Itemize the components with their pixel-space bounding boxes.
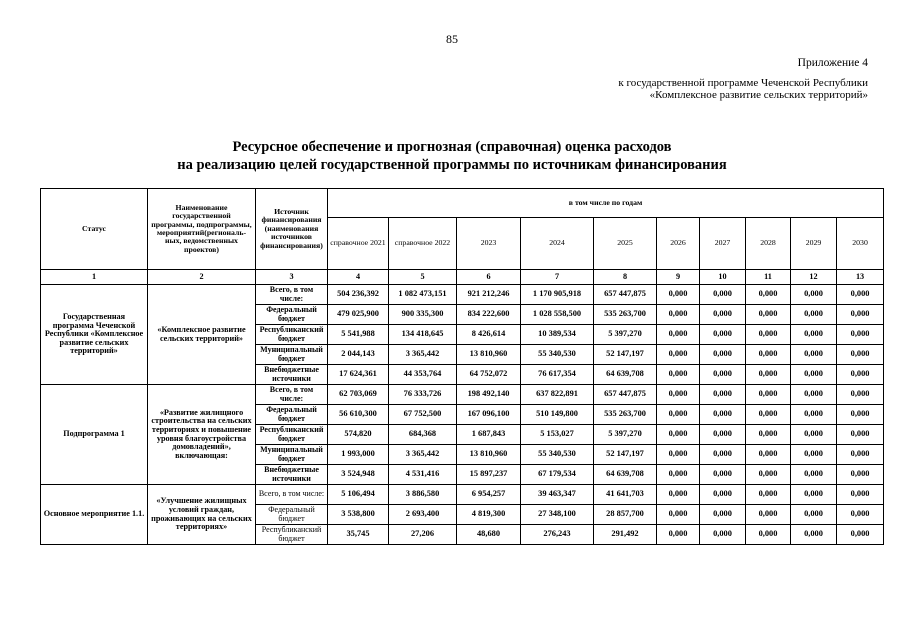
value-cell: 0,000 bbox=[700, 325, 746, 345]
value-cell: 0,000 bbox=[791, 485, 837, 505]
value-cell: 27 348,100 bbox=[521, 505, 594, 525]
value-cell: 67 752,500 bbox=[389, 405, 457, 425]
status-cell: Подпрограмма 1 bbox=[41, 385, 148, 485]
value-cell: 535 263,700 bbox=[594, 405, 657, 425]
value-cell: 0,000 bbox=[791, 345, 837, 365]
value-cell: 0,000 bbox=[791, 365, 837, 385]
column-number: 1 bbox=[41, 270, 148, 285]
funding-table bbox=[40, 188, 884, 545]
value-cell: 1 170 905,918 bbox=[521, 285, 594, 305]
value-cell: 0,000 bbox=[700, 385, 746, 405]
value-cell: 13 810,960 bbox=[457, 445, 521, 465]
value-cell: 1 687,843 bbox=[457, 425, 521, 445]
value-cell: 0,000 bbox=[700, 525, 746, 545]
value-cell: 41 641,703 bbox=[594, 485, 657, 505]
value-cell: 0,000 bbox=[837, 445, 884, 465]
source-cell: Республиканский бюджет bbox=[256, 525, 328, 545]
value-cell: 1 993,000 bbox=[328, 445, 389, 465]
value-cell: 0,000 bbox=[837, 365, 884, 385]
value-cell: 5 397,270 bbox=[594, 425, 657, 445]
header-year: 2025 bbox=[594, 218, 657, 270]
value-cell: 67 179,534 bbox=[521, 465, 594, 485]
header-source: Источник финансирования (наименования источников финансирования) bbox=[256, 189, 328, 270]
header-year: 2027 bbox=[700, 218, 746, 270]
source-cell: Всего, в том числе: bbox=[256, 485, 328, 505]
value-cell: 900 335,300 bbox=[389, 305, 457, 325]
header-year: 2023 bbox=[457, 218, 521, 270]
value-cell: 0,000 bbox=[657, 325, 700, 345]
value-cell: 0,000 bbox=[746, 485, 791, 505]
source-cell: Всего, в том числе: bbox=[256, 385, 328, 405]
value-cell: 0,000 bbox=[746, 285, 791, 305]
value-cell: 0,000 bbox=[700, 285, 746, 305]
value-cell: 0,000 bbox=[837, 305, 884, 325]
header-name: Наименование государственной программы, подпрограммы, мероприятий(региональных, ведомственных проектов) bbox=[148, 189, 256, 270]
column-number: 3 bbox=[256, 270, 328, 285]
value-cell: 0,000 bbox=[746, 405, 791, 425]
document-title bbox=[0, 138, 904, 174]
value-cell: 76 617,354 bbox=[521, 365, 594, 385]
value-cell: 3 365,442 bbox=[389, 445, 457, 465]
value-cell: 0,000 bbox=[746, 305, 791, 325]
value-cell: 0,000 bbox=[657, 365, 700, 385]
source-cell: Муниципальный бюджет bbox=[256, 445, 328, 465]
value-cell: 48,680 bbox=[457, 525, 521, 545]
value-cell: 0,000 bbox=[791, 285, 837, 305]
value-cell: 0,000 bbox=[700, 305, 746, 325]
value-cell: 28 857,700 bbox=[594, 505, 657, 525]
value-cell: 4 531,416 bbox=[389, 465, 457, 485]
value-cell: 134 418,645 bbox=[389, 325, 457, 345]
value-cell: 0,000 bbox=[700, 445, 746, 465]
value-cell: 39 463,347 bbox=[521, 485, 594, 505]
value-cell: 0,000 bbox=[657, 485, 700, 505]
table-row bbox=[41, 385, 884, 405]
value-cell: 0,000 bbox=[791, 305, 837, 325]
value-cell: 27,206 bbox=[389, 525, 457, 545]
value-cell: 0,000 bbox=[791, 425, 837, 445]
value-cell: 3 524,948 bbox=[328, 465, 389, 485]
value-cell: 0,000 bbox=[657, 505, 700, 525]
header-year: 2026 bbox=[657, 218, 700, 270]
value-cell: 76 333,726 bbox=[389, 385, 457, 405]
value-cell: 0,000 bbox=[657, 385, 700, 405]
value-cell: 0,000 bbox=[657, 345, 700, 365]
value-cell: 35,745 bbox=[328, 525, 389, 545]
column-number: 10 bbox=[700, 270, 746, 285]
header-status: Статус bbox=[41, 189, 148, 270]
value-cell: 198 492,140 bbox=[457, 385, 521, 405]
value-cell: 0,000 bbox=[746, 365, 791, 385]
value-cell: 0,000 bbox=[700, 465, 746, 485]
value-cell: 5 397,270 bbox=[594, 325, 657, 345]
value-cell: 1 028 558,500 bbox=[521, 305, 594, 325]
header-year: 2029 bbox=[791, 218, 837, 270]
value-cell: 0,000 bbox=[746, 465, 791, 485]
value-cell: 0,000 bbox=[837, 465, 884, 485]
value-cell: 574,820 bbox=[328, 425, 389, 445]
value-cell: 0,000 bbox=[746, 345, 791, 365]
header-year: 2028 bbox=[746, 218, 791, 270]
value-cell: 13 810,960 bbox=[457, 345, 521, 365]
value-cell: 1 082 473,151 bbox=[389, 285, 457, 305]
source-cell: Федеральный бюджет bbox=[256, 405, 328, 425]
value-cell: 0,000 bbox=[657, 285, 700, 305]
value-cell: 0,000 bbox=[837, 325, 884, 345]
value-cell: 921 212,246 bbox=[457, 285, 521, 305]
value-cell: 0,000 bbox=[791, 505, 837, 525]
table-row bbox=[41, 485, 884, 505]
source-cell: Федеральный бюджет bbox=[256, 505, 328, 525]
title-line-1: Ресурсное обеспечение и прогнозная (справочная) оценка расходов bbox=[232, 139, 672, 155]
value-cell: 64 639,708 bbox=[594, 365, 657, 385]
value-cell: 52 147,197 bbox=[594, 345, 657, 365]
value-cell: 0,000 bbox=[837, 505, 884, 525]
appendix-label: Приложение 4 bbox=[797, 57, 868, 69]
column-number: 12 bbox=[791, 270, 837, 285]
value-cell: 0,000 bbox=[791, 385, 837, 405]
value-cell: 510 149,800 bbox=[521, 405, 594, 425]
column-number: 9 bbox=[657, 270, 700, 285]
value-cell: 0,000 bbox=[657, 445, 700, 465]
table-row bbox=[41, 285, 884, 305]
value-cell: 479 025,900 bbox=[328, 305, 389, 325]
page-number: 85 bbox=[446, 32, 458, 46]
value-cell: 657 447,875 bbox=[594, 285, 657, 305]
value-cell: 0,000 bbox=[657, 465, 700, 485]
header-year: 2024 bbox=[521, 218, 594, 270]
source-cell: Внебюджетные источники bbox=[256, 365, 328, 385]
value-cell: 0,000 bbox=[657, 425, 700, 445]
value-cell: 0,000 bbox=[837, 425, 884, 445]
value-cell: 0,000 bbox=[700, 365, 746, 385]
column-number: 11 bbox=[746, 270, 791, 285]
value-cell: 834 222,600 bbox=[457, 305, 521, 325]
status-cell: Основное мероприятие 1.1. bbox=[41, 485, 148, 545]
header-year: справочное 2022 bbox=[389, 218, 457, 270]
program-name-cell: «Развитие жилищного строительства на сельских территориях и повышение уровня благоустройства домовладений», включающая: bbox=[148, 385, 256, 485]
value-cell: 0,000 bbox=[700, 485, 746, 505]
value-cell: 0,000 bbox=[657, 305, 700, 325]
value-cell: 657 447,875 bbox=[594, 385, 657, 405]
value-cell: 0,000 bbox=[837, 485, 884, 505]
title-line-2: на реализацию целей государственной программы по источникам финансирования bbox=[177, 157, 727, 173]
value-cell: 535 263,700 bbox=[594, 305, 657, 325]
value-cell: 2 044,143 bbox=[328, 345, 389, 365]
value-cell: 4 819,300 bbox=[457, 505, 521, 525]
value-cell: 0,000 bbox=[791, 525, 837, 545]
value-cell: 0,000 bbox=[746, 385, 791, 405]
source-cell: Муниципальный бюджет bbox=[256, 345, 328, 365]
value-cell: 0,000 bbox=[746, 325, 791, 345]
appendix-line-1: к государственной программе Чеченской Республики bbox=[618, 77, 868, 89]
value-cell: 0,000 bbox=[746, 425, 791, 445]
value-cell: 44 353,764 bbox=[389, 365, 457, 385]
value-cell: 15 897,237 bbox=[457, 465, 521, 485]
value-cell: 0,000 bbox=[746, 445, 791, 465]
value-cell: 64 752,072 bbox=[457, 365, 521, 385]
value-cell: 684,368 bbox=[389, 425, 457, 445]
value-cell: 0,000 bbox=[791, 445, 837, 465]
value-cell: 5 541,988 bbox=[328, 325, 389, 345]
value-cell: 8 426,614 bbox=[457, 325, 521, 345]
value-cell: 56 610,300 bbox=[328, 405, 389, 425]
value-cell: 2 693,400 bbox=[389, 505, 457, 525]
value-cell: 0,000 bbox=[657, 405, 700, 425]
column-number: 4 bbox=[328, 270, 389, 285]
value-cell: 0,000 bbox=[791, 465, 837, 485]
source-cell: Федеральный бюджет bbox=[256, 305, 328, 325]
value-cell: 504 236,392 bbox=[328, 285, 389, 305]
column-number: 5 bbox=[389, 270, 457, 285]
value-cell: 0,000 bbox=[746, 505, 791, 525]
value-cell: 0,000 bbox=[837, 345, 884, 365]
value-cell: 6 954,257 bbox=[457, 485, 521, 505]
value-cell: 0,000 bbox=[837, 285, 884, 305]
value-cell: 3 538,800 bbox=[328, 505, 389, 525]
value-cell: 62 703,069 bbox=[328, 385, 389, 405]
value-cell: 0,000 bbox=[837, 525, 884, 545]
value-cell: 64 639,708 bbox=[594, 465, 657, 485]
column-number: 6 bbox=[457, 270, 521, 285]
value-cell: 3 886,580 bbox=[389, 485, 457, 505]
value-cell: 0,000 bbox=[700, 345, 746, 365]
value-cell: 291,492 bbox=[594, 525, 657, 545]
value-cell: 276,243 bbox=[521, 525, 594, 545]
value-cell: 5 153,027 bbox=[521, 425, 594, 445]
value-cell: 0,000 bbox=[746, 525, 791, 545]
value-cell: 17 624,361 bbox=[328, 365, 389, 385]
value-cell: 0,000 bbox=[837, 405, 884, 425]
value-cell: 637 822,891 bbox=[521, 385, 594, 405]
column-number: 7 bbox=[521, 270, 594, 285]
value-cell: 0,000 bbox=[700, 505, 746, 525]
value-cell: 10 389,534 bbox=[521, 325, 594, 345]
program-name-cell: «Улучшение жилищных условий граждан, проживающих на сельских территориях» bbox=[148, 485, 256, 545]
value-cell: 5 106,494 bbox=[328, 485, 389, 505]
value-cell: 0,000 bbox=[700, 405, 746, 425]
appendix-reference bbox=[618, 77, 868, 101]
value-cell: 0,000 bbox=[791, 325, 837, 345]
appendix-line-2: «Комплексное развитие сельских территорий» bbox=[649, 89, 868, 101]
value-cell: 52 147,197 bbox=[594, 445, 657, 465]
status-cell: Государственная программа Чеченской Республики «Комплексное развитие сельских территорий» bbox=[41, 285, 148, 385]
header-year: справочное 2021 bbox=[328, 218, 389, 270]
source-cell: Республиканский бюджет bbox=[256, 325, 328, 345]
value-cell: 0,000 bbox=[837, 385, 884, 405]
value-cell: 0,000 bbox=[791, 405, 837, 425]
value-cell: 55 340,530 bbox=[521, 445, 594, 465]
column-number: 8 bbox=[594, 270, 657, 285]
header-years-group: в том числе по годам bbox=[328, 189, 884, 218]
value-cell: 55 340,530 bbox=[521, 345, 594, 365]
header-year: 2030 bbox=[837, 218, 884, 270]
source-cell: Республиканский бюджет bbox=[256, 425, 328, 445]
value-cell: 3 365,442 bbox=[389, 345, 457, 365]
value-cell: 0,000 bbox=[700, 425, 746, 445]
source-cell: Всего, в том числе: bbox=[256, 285, 328, 305]
column-number: 2 bbox=[148, 270, 256, 285]
column-number: 13 bbox=[837, 270, 884, 285]
value-cell: 0,000 bbox=[657, 525, 700, 545]
value-cell: 167 096,100 bbox=[457, 405, 521, 425]
program-name-cell: «Комплексное развитие сельских территорий» bbox=[148, 285, 256, 385]
source-cell: Внебюджетные источники bbox=[256, 465, 328, 485]
